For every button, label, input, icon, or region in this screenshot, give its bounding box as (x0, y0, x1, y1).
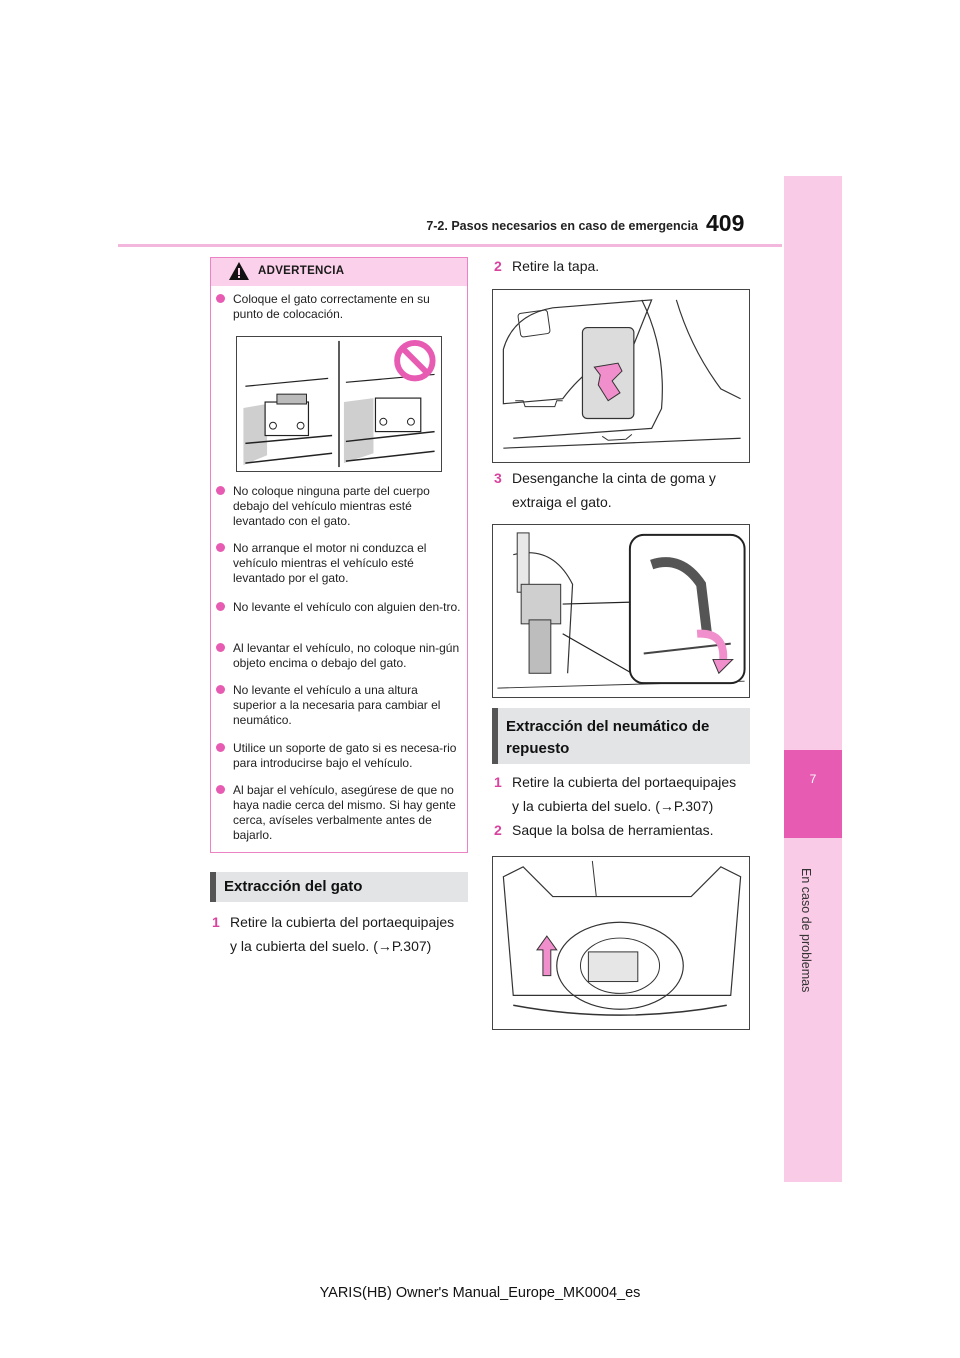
jack-step-1 (212, 910, 472, 960)
step-number: 2 (494, 822, 502, 838)
warning-item-text: Coloque el gato correctamente en su punto de colocación. (233, 292, 430, 321)
spare-section-heading (506, 716, 709, 760)
remove-jack-figure (492, 524, 750, 698)
step-text: Saque la bolsa de herramientas. (512, 822, 714, 838)
bullet-dot (216, 543, 225, 552)
footer-manual-id: YARIS(HB) Owner's Manual_Europe_MK0004_es (319, 1285, 641, 1301)
warning-item-text: No levante el vehículo a una altura superior a la necesaria para cambiar el neumático. (233, 683, 441, 727)
section-title: 7-2. Pasos necesarios en caso de emergencia (426, 219, 698, 233)
warning-item-text: Al bajar el vehículo, asegúrese de que no haya nadie cerca del mismo. Si hay gente cerca, avíseles verbalmente antes de bajarlo. (233, 783, 456, 842)
step-text: Retire la cubierta del portaequipajes (512, 774, 737, 790)
step-text: Retire la tapa. (512, 258, 600, 274)
step-text: Desenganche la cinta de goma y (512, 470, 716, 486)
bullet-dot (216, 785, 225, 794)
warning-item-text: No levante el vehículo con alguien den-tro. (233, 600, 461, 614)
step-number: 2 (494, 258, 502, 274)
warning-item-text: Utilice un soporte de gato si es necesa-rio para introducirse bajo el vehículo. (233, 741, 457, 770)
bullet-dot (216, 685, 225, 694)
step-number: 3 (494, 470, 502, 486)
step-text-line2: y la cubierta del suelo. (→P.307) (512, 798, 714, 814)
jack-step-2 (494, 254, 754, 280)
chapter-tab-strip (784, 176, 842, 1182)
jack-section-heading: Extracción del gato (224, 878, 363, 895)
step-text-line2: y la cubierta del suelo. (→P.307) (230, 938, 432, 954)
bullet-dot (216, 602, 225, 611)
warning-item-text: No coloque ninguna parte del cuerpo debajo del vehículo mientras esté levantado con el gato. (233, 484, 430, 528)
page-number: 409 (706, 210, 745, 236)
tool-bag-figure (492, 856, 750, 1030)
chapter-number-box (784, 750, 842, 838)
jack-step-3 (494, 466, 754, 516)
bullet-dot (216, 486, 225, 495)
jack-placement-figure (236, 336, 442, 472)
step-number: 1 (212, 914, 220, 930)
warning-title: ADVERTENCIA (258, 265, 345, 277)
warning-item-text: No arranque el motor ni conduzca el vehículo mientras el vehículo esté levantado por el gato. (233, 541, 427, 585)
remove-cover-figure (492, 289, 750, 463)
bullet-dot (216, 743, 225, 752)
spare-step-2 (494, 818, 754, 844)
bullet-dot (216, 643, 225, 652)
step-text-line2: extraiga el gato. (512, 494, 612, 510)
header-rule (118, 244, 782, 247)
warning-triangle-icon (228, 260, 250, 282)
spare-step-1 (494, 770, 754, 820)
bullet-dot (216, 294, 225, 303)
step-text: Retire la cubierta del portaequipajes (230, 914, 455, 930)
spare-heading-line1: Extracción del neumático de (506, 718, 710, 735)
chapter-number: 7 (809, 772, 817, 786)
warning-item-text: Al levantar el vehículo, no coloque nin-gún objeto encima o debajo del gato. (233, 641, 460, 670)
spare-heading-line2: repuesto (506, 740, 570, 757)
chapter-label: En caso de problemas (799, 868, 813, 993)
step-number: 1 (494, 774, 502, 790)
